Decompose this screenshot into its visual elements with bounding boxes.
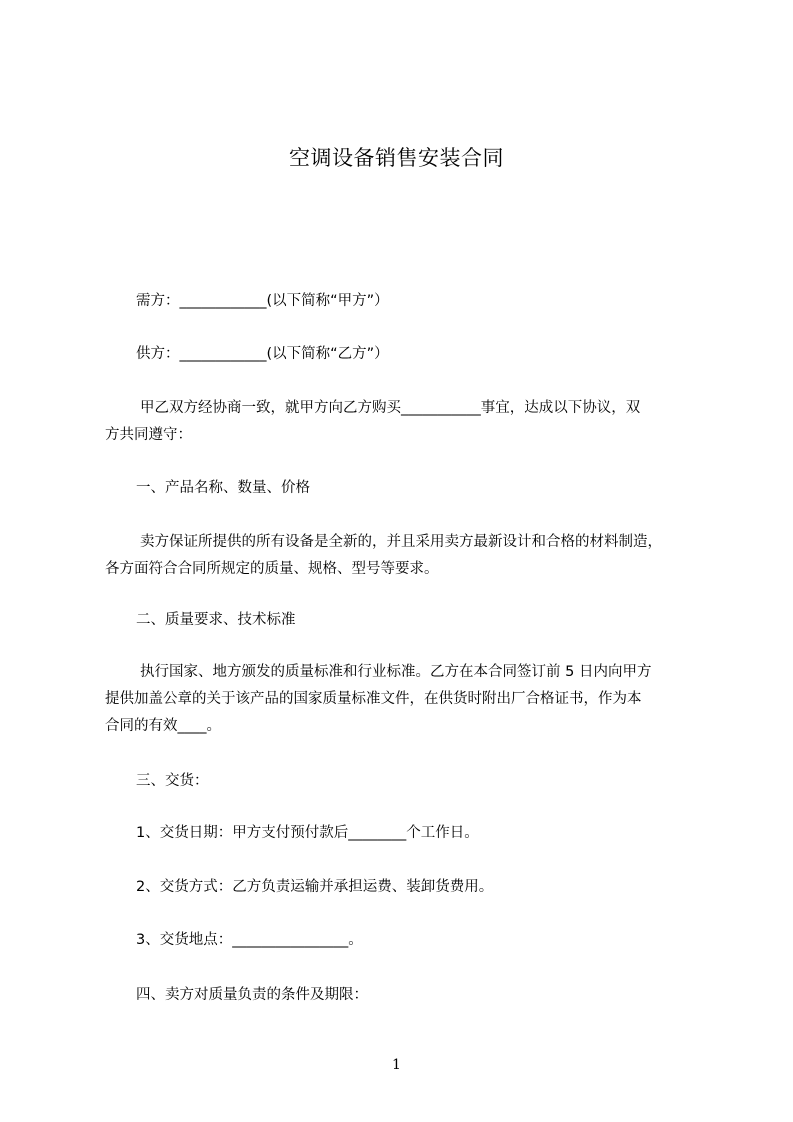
section1-heading: 一、产品名称、数量、价格 xyxy=(136,480,310,496)
section4-heading: 四、卖方对质量负责的条件及期限： xyxy=(136,987,368,1003)
document-title: 空调设备销售安装合同 xyxy=(289,146,504,170)
section2-line-3: 合同的有效____。 xyxy=(105,718,221,734)
section2-heading: 二、质量要求、技术标准 xyxy=(136,612,296,628)
section1-line-1: 卖方保证所提供的所有设备是全新的，并且采用卖方最新设计和合格的材料制造， xyxy=(140,534,662,550)
section1-paragraph xyxy=(105,529,710,583)
section2-line-1: 执行国家、地方颁发的质量标准和行业标准。乙方在本合同签订前 5 日内向甲方 xyxy=(140,664,652,680)
section3-item-1: 1、交货日期：甲方支付预付款后________个工作日。 xyxy=(136,825,479,841)
page-number: 1 xyxy=(392,1057,401,1073)
intro-paragraph xyxy=(105,395,710,449)
section3-item-3: 3、交货地点：________________。 xyxy=(136,932,363,948)
section3-heading: 三、交货： xyxy=(136,773,209,789)
section2-line-2: 提供加盖公章的关于该产品的国家质量标准文件，在供货时附出厂合格证书，作为本 xyxy=(105,691,642,707)
section2-paragraph xyxy=(105,659,710,740)
intro-line-2: 方共同遵守： xyxy=(105,427,192,443)
seller-line: 供方：____________(以下简称“乙方”） xyxy=(136,346,389,362)
section3-item-2: 2、交货方式：乙方负责运输并承担运费、装卸货费用。 xyxy=(136,879,494,895)
intro-line-1: 甲乙双方经协商一致，就甲方向乙方购买___________事宜，达成以下协议，双 xyxy=(140,400,641,416)
section1-line-2: 各方面符合合同所规定的质量、规格、型号等要求。 xyxy=(105,561,439,577)
buyer-line: 需方：____________(以下简称“甲方”） xyxy=(136,293,389,309)
